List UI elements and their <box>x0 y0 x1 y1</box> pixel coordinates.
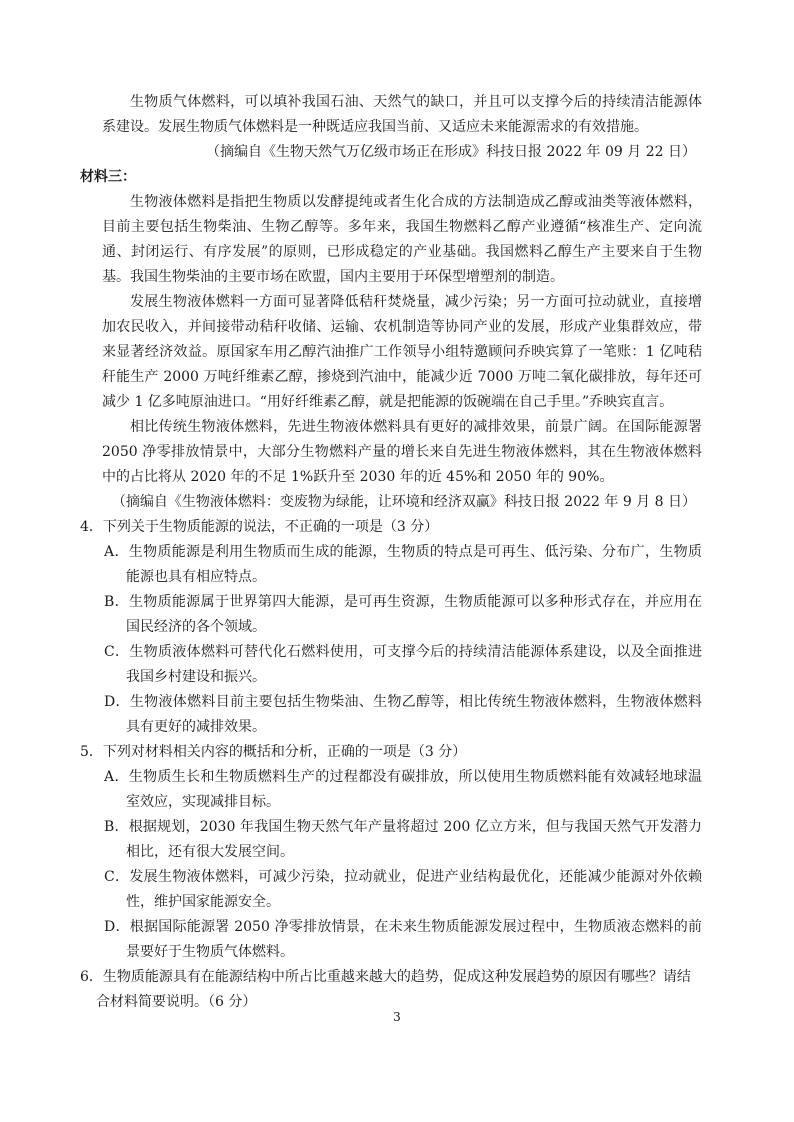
question-stem: 6．生物质能源具有在能源结构中所占比重越来越大的趋势，促成这种发展趋势的原因有哪些？请结合材料简要说明。（6 分） <box>80 969 691 1010</box>
material2-source: （摘编自《生物天然气万亿级市场正在形成》科技日报 2022 年 09 月 22 日） <box>206 144 696 160</box>
material3-paragraph: 生物液体燃料是指把生物质以发酵提纯或者生化合成的方法制造成乙醇或油类等液体燃料，目前主要包括生物柴油、生物乙醇等。多年来，我国生物燃料乙醇产业遵循“核准生产、定向流通、封闭运行、有序发展”的原则，已形成稳定的产业基础。我国燃料乙醇生产主要来自于生物基。我国生物柴油的主要市场在欧盟，国内主要用于环保型增塑剂的制造。 <box>102 194 702 285</box>
material2-paragraph: 生物质气体燃料，可以填补我国石油、天然气的缺口，并且可以支撑今后的持续清洁能源体系建设。发展生物质气体燃料是一种既适应我国当前、又适应未来能源需求的有效措施。 <box>102 94 702 135</box>
question-4 <box>80 515 702 740</box>
question-6 <box>80 965 702 1015</box>
question-stem: 5．下列对材料相关内容的概括和分析，正确的一项是（3 分） <box>80 744 467 760</box>
material3-source: （摘编自《生物液体燃料：变废物为绿能，让环境和经济双赢》科技日报 2022 年 9 月 8 日） <box>111 494 696 510</box>
question-5 <box>80 740 702 965</box>
option-c: C．发展生物液体燃料，可减少污染，拉动就业，促进产业结构最优化，还能减少能源对外依赖性，维护国家能源安全。 <box>104 869 702 910</box>
page-number: 3 <box>393 1010 401 1024</box>
option-a: A．生物质能源是利用生物质而生成的能源，生物质的特点是可再生、低污染、分布广，生物质能源也具有相应特点。 <box>104 544 702 585</box>
question-stem: 4．下列关于生物质能源的说法，不正确的一项是（3 分） <box>80 519 439 535</box>
option-b: B．生物质能源属于世界第四大能源，是可再生资源，生物质能源可以多种形式存在，并应用在国民经济的各个领域。 <box>104 594 702 635</box>
page-content <box>80 90 702 1015</box>
option-b: B．根据规划，2030 年我国生物天然气年产量将超过 200 亿立方米，但与我国天然气开发潜力相比，还有很大发展空间。 <box>104 819 702 860</box>
material3-paragraph: 相比传统生物液体燃料，先进生物液体燃料具有更好的减排效果，前景广阔。在国际能源署 2050 净零排放情景中，大部分生物燃料产量的增长来自先进生物液体燃料，其在生物液体燃料中的占比将从 2020 年的不足 1%跃升至 2030 年的近 45%和 2050 年的 90%。 <box>102 419 702 485</box>
option-d: D．根据国际能源署 2050 净零排放情景，在未来生物质能源发展过程中，生物质液态燃料的前景要好于生物质气体燃料。 <box>104 919 702 960</box>
option-a: A．生物质生长和生物质燃料生产的过程都没有碳排放，所以使用生物质燃料能有效减轻地球温室效应，实现减排目标。 <box>104 769 702 810</box>
material3-paragraph: 发展生物液体燃料一方面可显著降低秸秆焚烧量，减少污染；另一方面可拉动就业，直接增加农民收入，并间接带动秸秆收储、运输、农机制造等协同产业的发展，形成产业集群效应，带来显著经济效益。原国家车用乙醇汽油推广工作领导小组特邀顾问乔映宾算了一笔账：1 亿吨秸秆能生产 2000 万吨纤维素乙醇，掺烧到汽油中，能减少近 7000 万吨二氧化碳排放，每年还可减少 1 亿多吨原油进口。“用好纤维素乙醇，就是把能源的饭碗端在自己手里。”乔映宾直言。 <box>102 294 702 410</box>
material3-label: 材料三： <box>80 169 136 185</box>
option-d: D．生物液体燃料目前主要包括生物柴油、生物乙醇等，相比传统生物液体燃料，生物液体燃料具有更好的减排效果。 <box>104 694 702 735</box>
option-c: C．生物质液体燃料可替代化石燃料使用，可支撑今后的持续清洁能源体系建设，以及全面推进我国乡村建设和振兴。 <box>104 644 702 685</box>
